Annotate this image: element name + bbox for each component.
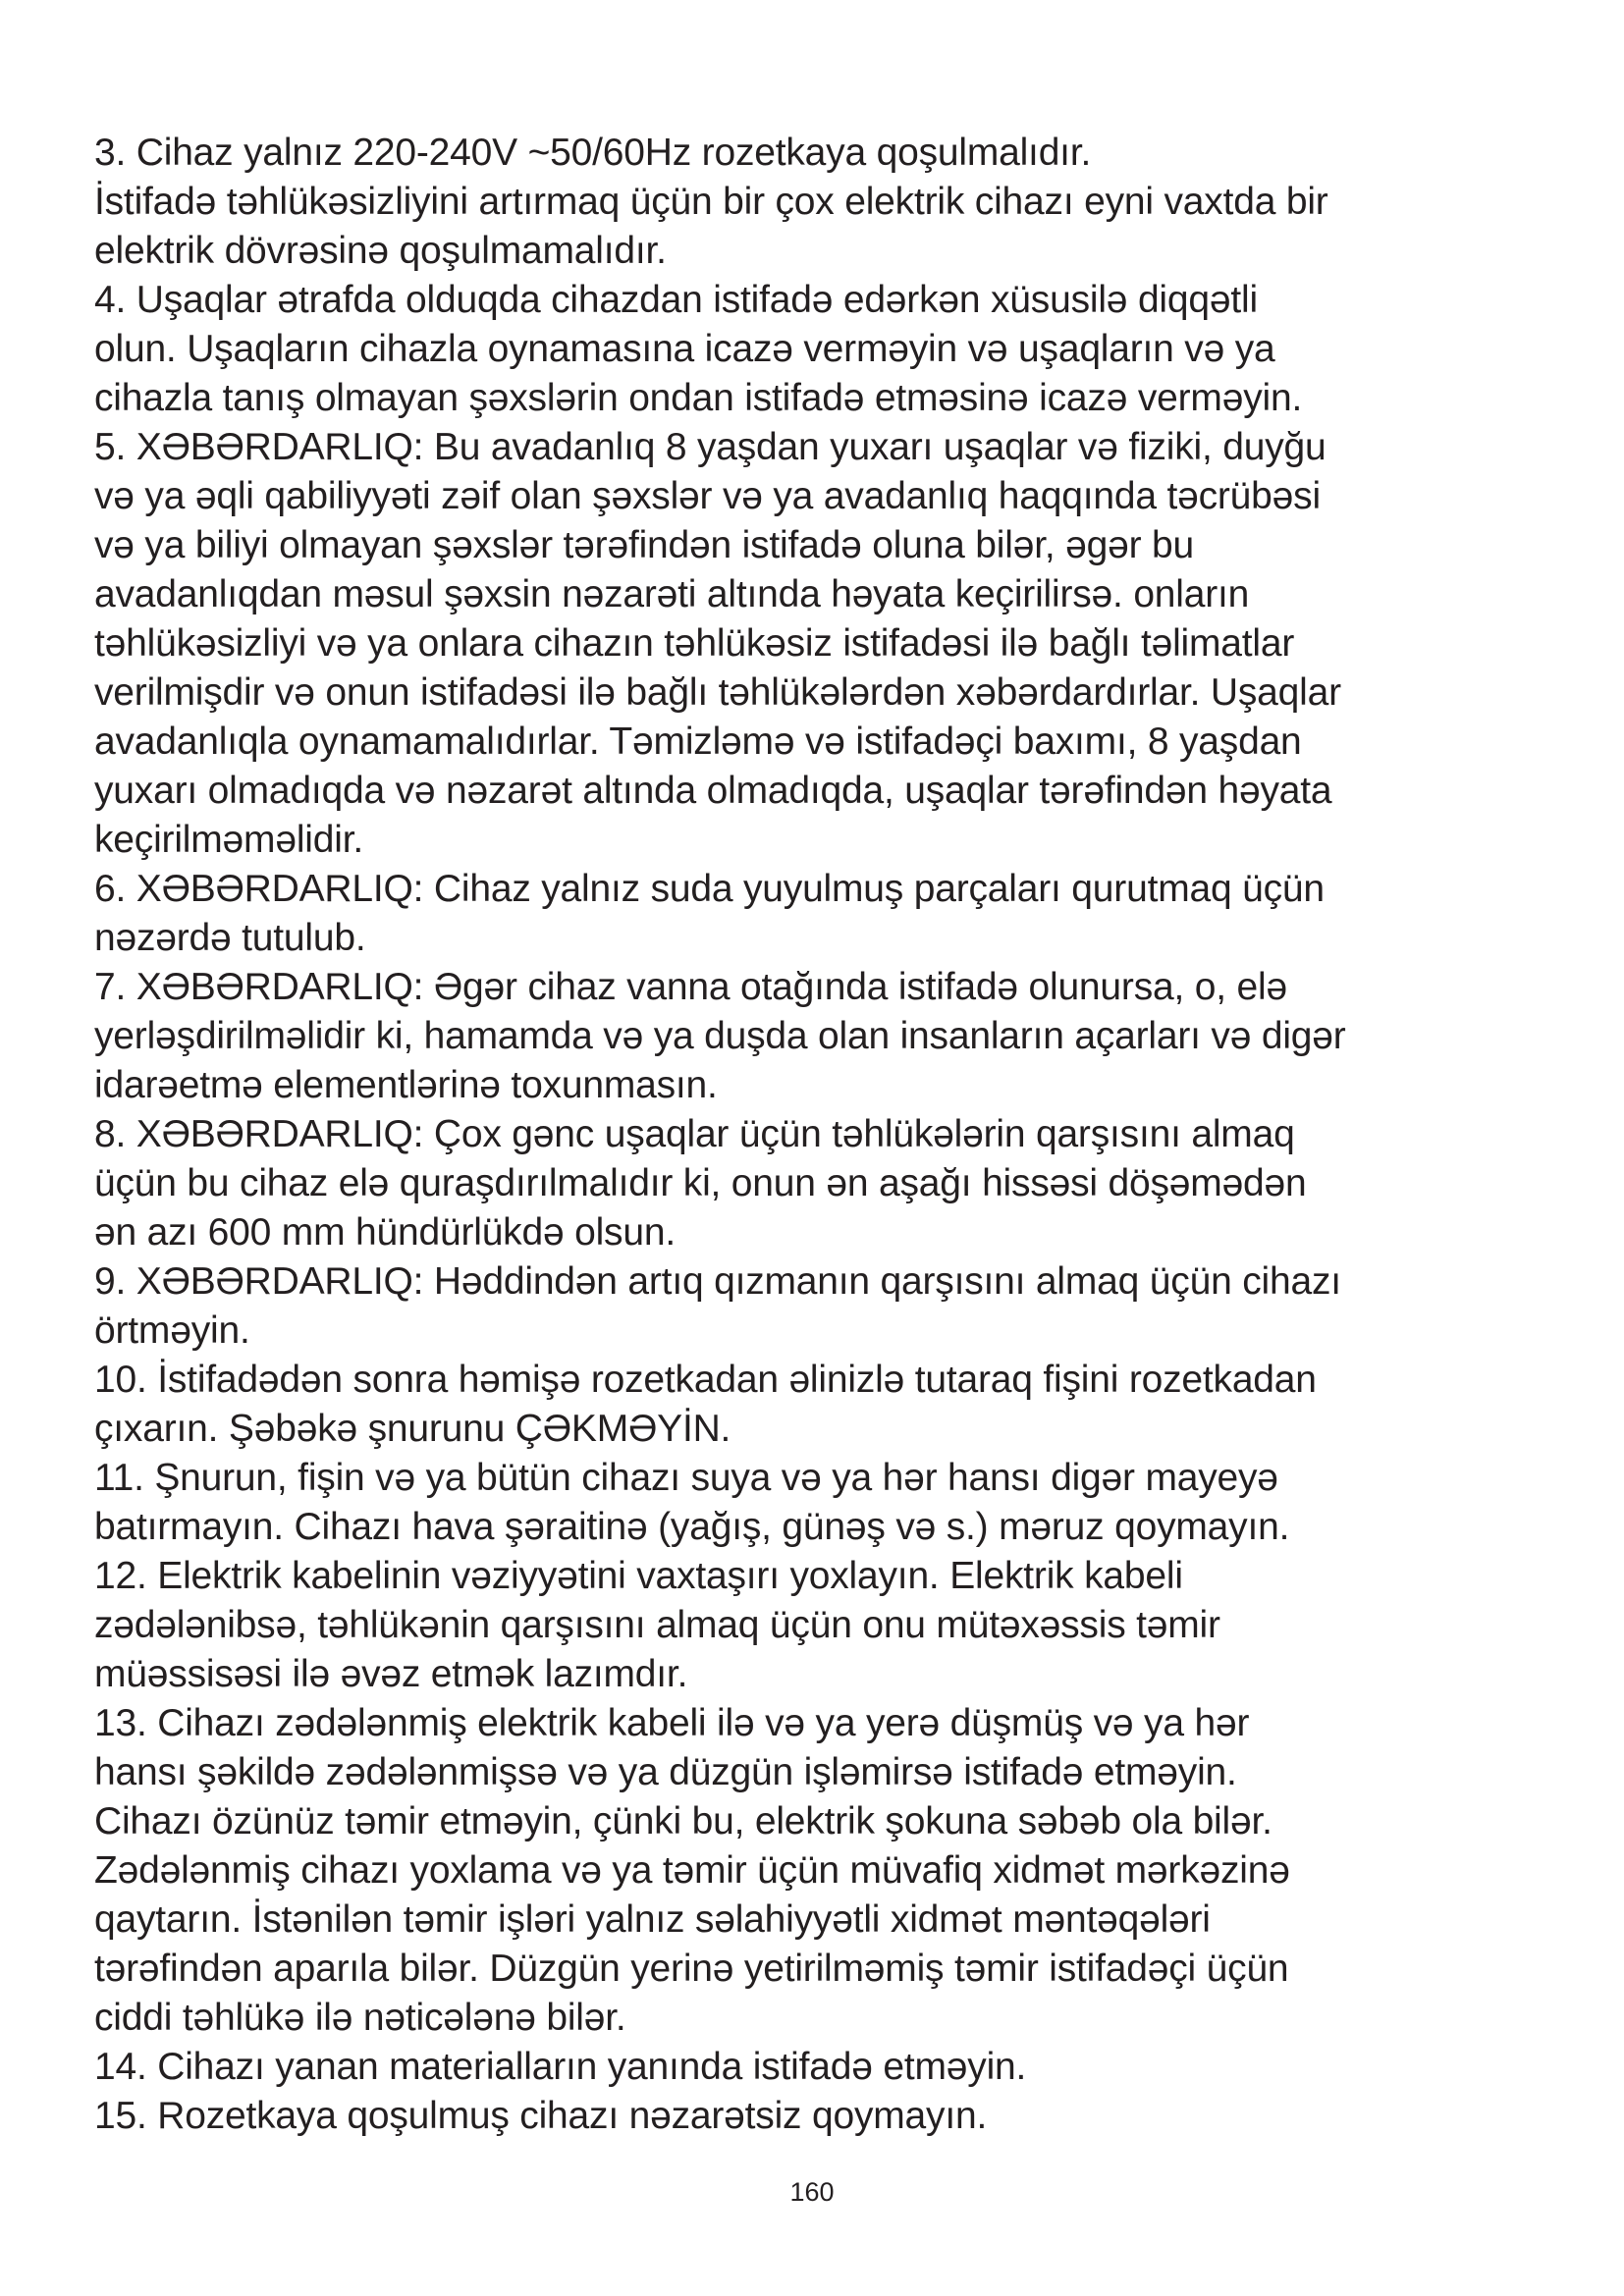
page-number: 160 <box>789 2177 835 2207</box>
instruction-item-10: 10. İstifadədən sonra həmişə rozetkadan əlinizlə tutaraq fişini rozetkadan çıxarın. Şəbəkə şnurunu ÇƏKMƏYİN. <box>94 1359 1317 1450</box>
instruction-item-4: 4. Uşaqlar ətrafda olduqda cihazdan istifadə edərkən xüsusilə diqqətli olun. Uşaqların cihazla oynamasına icazə verməyin və uşaqların və ya cihazla tanış olmayan şəxslərin ondan istifadə etməsinə icazə verməyin. <box>94 279 1303 419</box>
instruction-item-9: 9. XƏBƏRDARLIQ: Həddindən artıq qızmanın qarşısını almaq üçün cihazı örtməyin. <box>94 1260 1341 1352</box>
instruction-item-15: 15. Rozetkaya qoşulmuş cihazı nəzarətsiz qoymayın. <box>94 2095 988 2137</box>
instruction-item-7: 7. XƏBƏRDARLIQ: Əgər cihaz vanna otağında istifadə olunursa, o, elə yerləşdirilməlidir ki, hamamda və ya duşda olan insanların açarları və digər idarəetmə elementlərinə toxunmasın. <box>94 966 1346 1106</box>
instruction-item-3: 3. Cihaz yalnız 220-240V ~50/60Hz rozetkaya qoşulmalıdır. İstifadə təhlükəsizliyini artırmaq üçün bir çox elektrik cihazı eyni vaxtda bir elektrik dövrəsinə qoşulmamalıdır. <box>94 132 1328 272</box>
instruction-item-11: 11. Şnurun, fişin və ya bütün cihazı suya və ya hər hansı digər mayeyə batırmayın. Cihazı hava şəraitinə (yağış, günəş və s.) məruz qoymayın. <box>94 1457 1290 1548</box>
safety-instructions <box>94 129 1547 2141</box>
instruction-item-14: 14. Cihazı yanan materialların yanında istifadə etməyin. <box>94 2046 1027 2088</box>
instruction-item-5: 5. XƏBƏRDARLIQ: Bu avadanlıq 8 yaşdan yuxarı uşaqlar və fiziki, duyğu və ya əqli qabiliyyəti zəif olan şəxslər və ya avadanlıq haqqında təcrübəsi və ya biliyi olmayan şəxslər tərəfindən istifadə oluna bilər, əgər bu avadanlıqdan məsul şəxsin nəzarəti altında həyata keçirilirsə. onların təhlükəsizliyi və ya onlara cihazın təhlükəsiz istifadəsi ilə bağlı təlimatlar verilmişdir və onun istifadəsi ilə bağlı təhlükələrdən xəbərdardırlar. Uşaqlar avadanlıqla oynamamalıdırlar. Təmizləmə və istifadəçi baxımı, 8 yaşdan yuxarı olmadıqda və nəzarət altında olmadıqda, uşaqlar tərəfindən həyata keçirilməməlidir. <box>94 426 1341 861</box>
instruction-item-13: 13. Cihazı zədələnmiş elektrik kabeli ilə və ya yerə düşmüş və ya hər hansı şəkildə zədələnmişsə və ya düzgün işləmirsə istifadə etməyin. Cihazı özünüz təmir etməyin, çünki bu, elektrik şokuna səbəb ola bilər. Zədələnmiş cihazı yoxlama və ya təmir üçün müvafiq xidmət mərkəzinə qaytarın. İstənilən təmir işləri yalnız səlahiyyətli xidmət məntəqələri tərəfindən aparıla bilər. Düzgün yerinə yetirilməmiş təmir istifadəçi üçün ciddi təhlükə ilə nəticələnə bilər. <box>94 1702 1290 2039</box>
instruction-item-6: 6. XƏBƏRDARLIQ: Cihaz yalnız suda yuyulmuş parçaları qurutmaq üçün nəzərdə tutulub. <box>94 868 1325 959</box>
instruction-item-12: 12. Elektrik kabelinin vəziyyətini vaxtaşırı yoxlayın. Elektrik kabeli zədələnibsə, təhlükənin qarşısını almaq üçün onu mütəxəssis təmir müəssisəsi ilə əvəz etmək lazımdır. <box>94 1555 1220 1695</box>
instruction-item-8: 8. XƏBƏRDARLIQ: Çox gənc uşaqlar üçün təhlükələrin qarşısını almaq üçün bu cihaz elə quraşdırılmalıdır ki, onun ən aşağı hissəsi döşəmədən ən azı 600 mm hündürlükdə olsun. <box>94 1113 1307 1254</box>
